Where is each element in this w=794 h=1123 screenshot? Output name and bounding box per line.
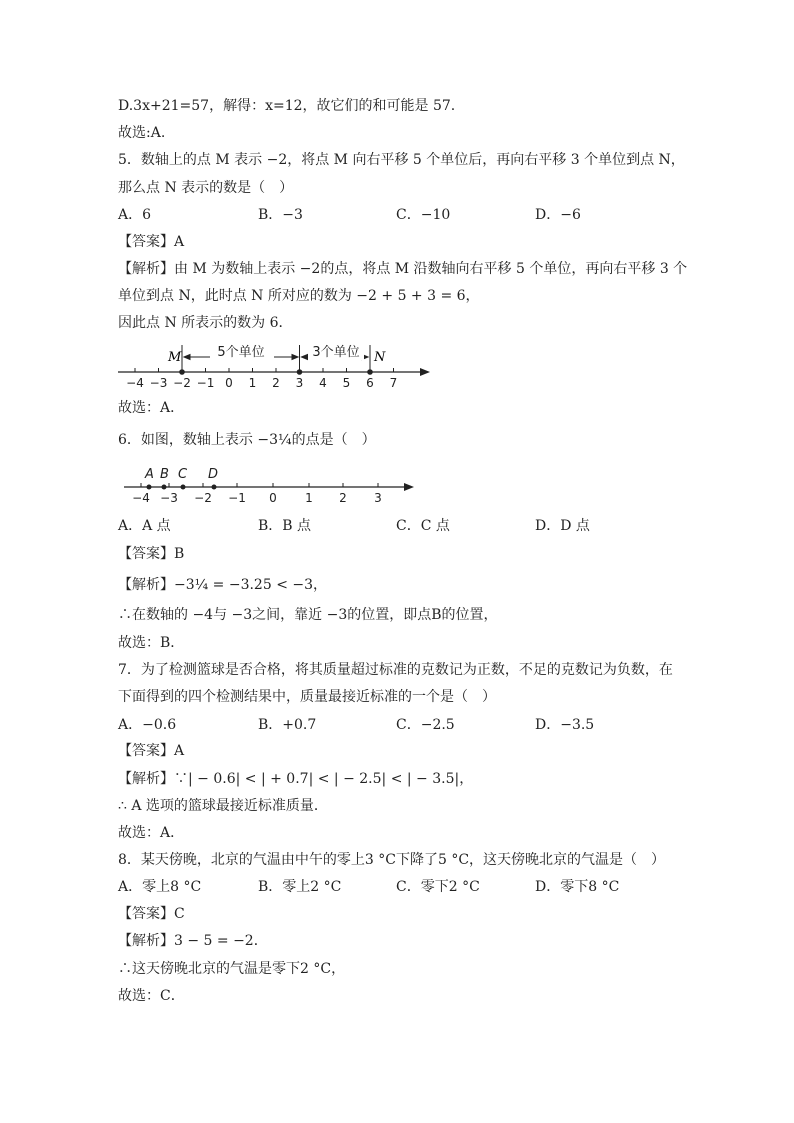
q5-option-d: D．−6: [535, 207, 581, 223]
q6-point-c: [181, 485, 186, 490]
q7-option-d: D．−3.5: [535, 717, 595, 733]
q5-stem-line-1: 5．数轴上的点 M 表示 −2，将点 M 向右平移 5 个单位后，再向右平移 3 个单位到点 N，: [118, 152, 685, 168]
q6-option-d: D．D 点: [535, 518, 590, 534]
q6-stem: 6．如图，数轴上表示 −3¼的点是（ ）: [118, 432, 376, 448]
q6-tick-label: −3: [160, 491, 178, 505]
q6-option-a: A．A 点: [118, 518, 171, 534]
q6-axis-arrow: [404, 483, 414, 491]
q5-tick-label: −2: [173, 376, 191, 390]
q8-analysis-line-1: 【解析】3 − 5 = −2．: [118, 933, 268, 949]
q5-tick-label: 3: [295, 376, 304, 390]
q5-stem-line-2: 那么点 N 表示的数是（ ）: [118, 180, 294, 196]
q7-stem-line-2: 下面得到的四个检测结果中，质量最接近标准的一个是（ ）: [118, 689, 496, 705]
q8-option-b: B．零上2 °C: [258, 879, 342, 895]
q5-tick-label: 2: [272, 376, 280, 390]
q5-label-n: N: [374, 350, 386, 365]
q6-point-d: [212, 485, 217, 490]
q5-span-label-5: 5个单位: [217, 345, 265, 360]
q6-analysis-line-2: ∴在数轴的 −4与 −3之间，靠近 −3的位置，即点B的位置，: [118, 607, 498, 623]
q5-answer: 【答案】A: [118, 234, 185, 250]
q8-stem: 8．某天傍晚，北京的气温由中午的零上3 °C下降了5 °C，这天傍晚北京的气温是（ ）: [118, 852, 666, 868]
q5-span-label-3: 3个单位: [312, 345, 360, 360]
q5-analysis-line-3: 因此点 N 所表示的数为 6．: [118, 315, 293, 331]
q5-number-line-figure: [110, 337, 440, 395]
q6-label-d: D: [208, 467, 219, 482]
q8-analysis-line-2: ∴这天傍晚北京的气温是零下2 °C，: [118, 961, 346, 977]
q6-answer: 【答案】B: [118, 546, 185, 562]
prev-conclusion: 故选:A.: [118, 125, 166, 141]
q8-conclusion: 故选：C．: [118, 988, 185, 1004]
q6-analysis-line-1: 【解析】−3¼ = −3.25 < −3，: [118, 577, 328, 593]
q6-option-c: C．C 点: [396, 518, 450, 534]
q5-tick-label: 1: [248, 376, 257, 390]
q5-analysis-line-1: 【解析】由 M 为数轴上表示 −2的点，将点 M 沿数轴向右平移 5 个单位，再向右平移 3 个: [118, 261, 688, 277]
q5-option-b: B．−3: [258, 207, 303, 223]
q5-tick-label: 0: [225, 376, 233, 390]
q6-point-a: [147, 485, 152, 490]
q7-option-a: A．−0.6: [118, 717, 177, 733]
q7-analysis-line-2: ∴ A 选项的篮球最接近标准质量．: [118, 798, 328, 814]
q5-tick-label: 7: [389, 376, 398, 390]
q6-option-b: B．B 点: [258, 518, 312, 534]
q7-stem-line-1: 7．为了检测篮球是否合格，将其质量超过标准的克数记为正数，不足的克数记为负数，在: [118, 662, 673, 678]
q5-label-m: M: [168, 350, 182, 365]
q7-analysis-line-1: 【解析】∵| − 0.6| < | + 0.7| < | − 2.5| < | − 3.5|，: [118, 771, 474, 787]
q5-conclusion: 故选：A．: [118, 400, 185, 416]
q6-tick-label: 0: [269, 491, 277, 505]
q6-point-b: [162, 485, 167, 490]
q8-answer: 【答案】C: [118, 906, 185, 922]
q7-conclusion: 故选：A．: [118, 825, 185, 841]
q5-option-a: A．6: [118, 207, 152, 223]
prev-option-d-line: D.3x+21=57，解得：x=12，故它们的和可能是 57.: [118, 98, 456, 114]
q5-tick-label: 4: [319, 376, 327, 390]
q8-option-c: C．零下2 °C: [396, 879, 480, 895]
q5-tick-label: −1: [196, 376, 215, 390]
q6-label-b: B: [160, 467, 169, 482]
q6-label-a: A: [145, 467, 154, 482]
q5-option-c: C．−10: [396, 207, 451, 223]
q5-tick-label: −4: [126, 376, 144, 390]
q6-tick-label: 1: [305, 491, 313, 505]
q5-analysis-line-2: 单位到点 N，此时点 N 所对应的数为 −2 + 5 + 3 = 6，: [118, 288, 480, 304]
q6-label-c: C: [178, 467, 188, 482]
q7-option-b: B．+0.7: [258, 717, 317, 733]
q7-answer: 【答案】A: [118, 743, 185, 759]
q6-tick-label: −4: [132, 491, 150, 505]
q6-tick-label: −2: [194, 491, 212, 505]
q7-option-c: C．−2.5: [396, 717, 455, 733]
q5-tick-label: 6: [366, 376, 374, 390]
q8-option-d: D．零下8 °C: [535, 879, 620, 895]
q8-option-a: A．零上8 °C: [118, 879, 202, 895]
q6-tick-label: 2: [339, 491, 347, 505]
q6-number-line-figure: [118, 463, 423, 508]
q6-tick-label: −1: [228, 491, 246, 505]
q6-tick-label: 3: [374, 491, 382, 505]
q5-axis-arrow: [420, 368, 430, 376]
q5-tick-label: −3: [149, 376, 168, 390]
q6-conclusion: 故选：B．: [118, 635, 185, 651]
q5-tick-label: 5: [342, 376, 351, 390]
